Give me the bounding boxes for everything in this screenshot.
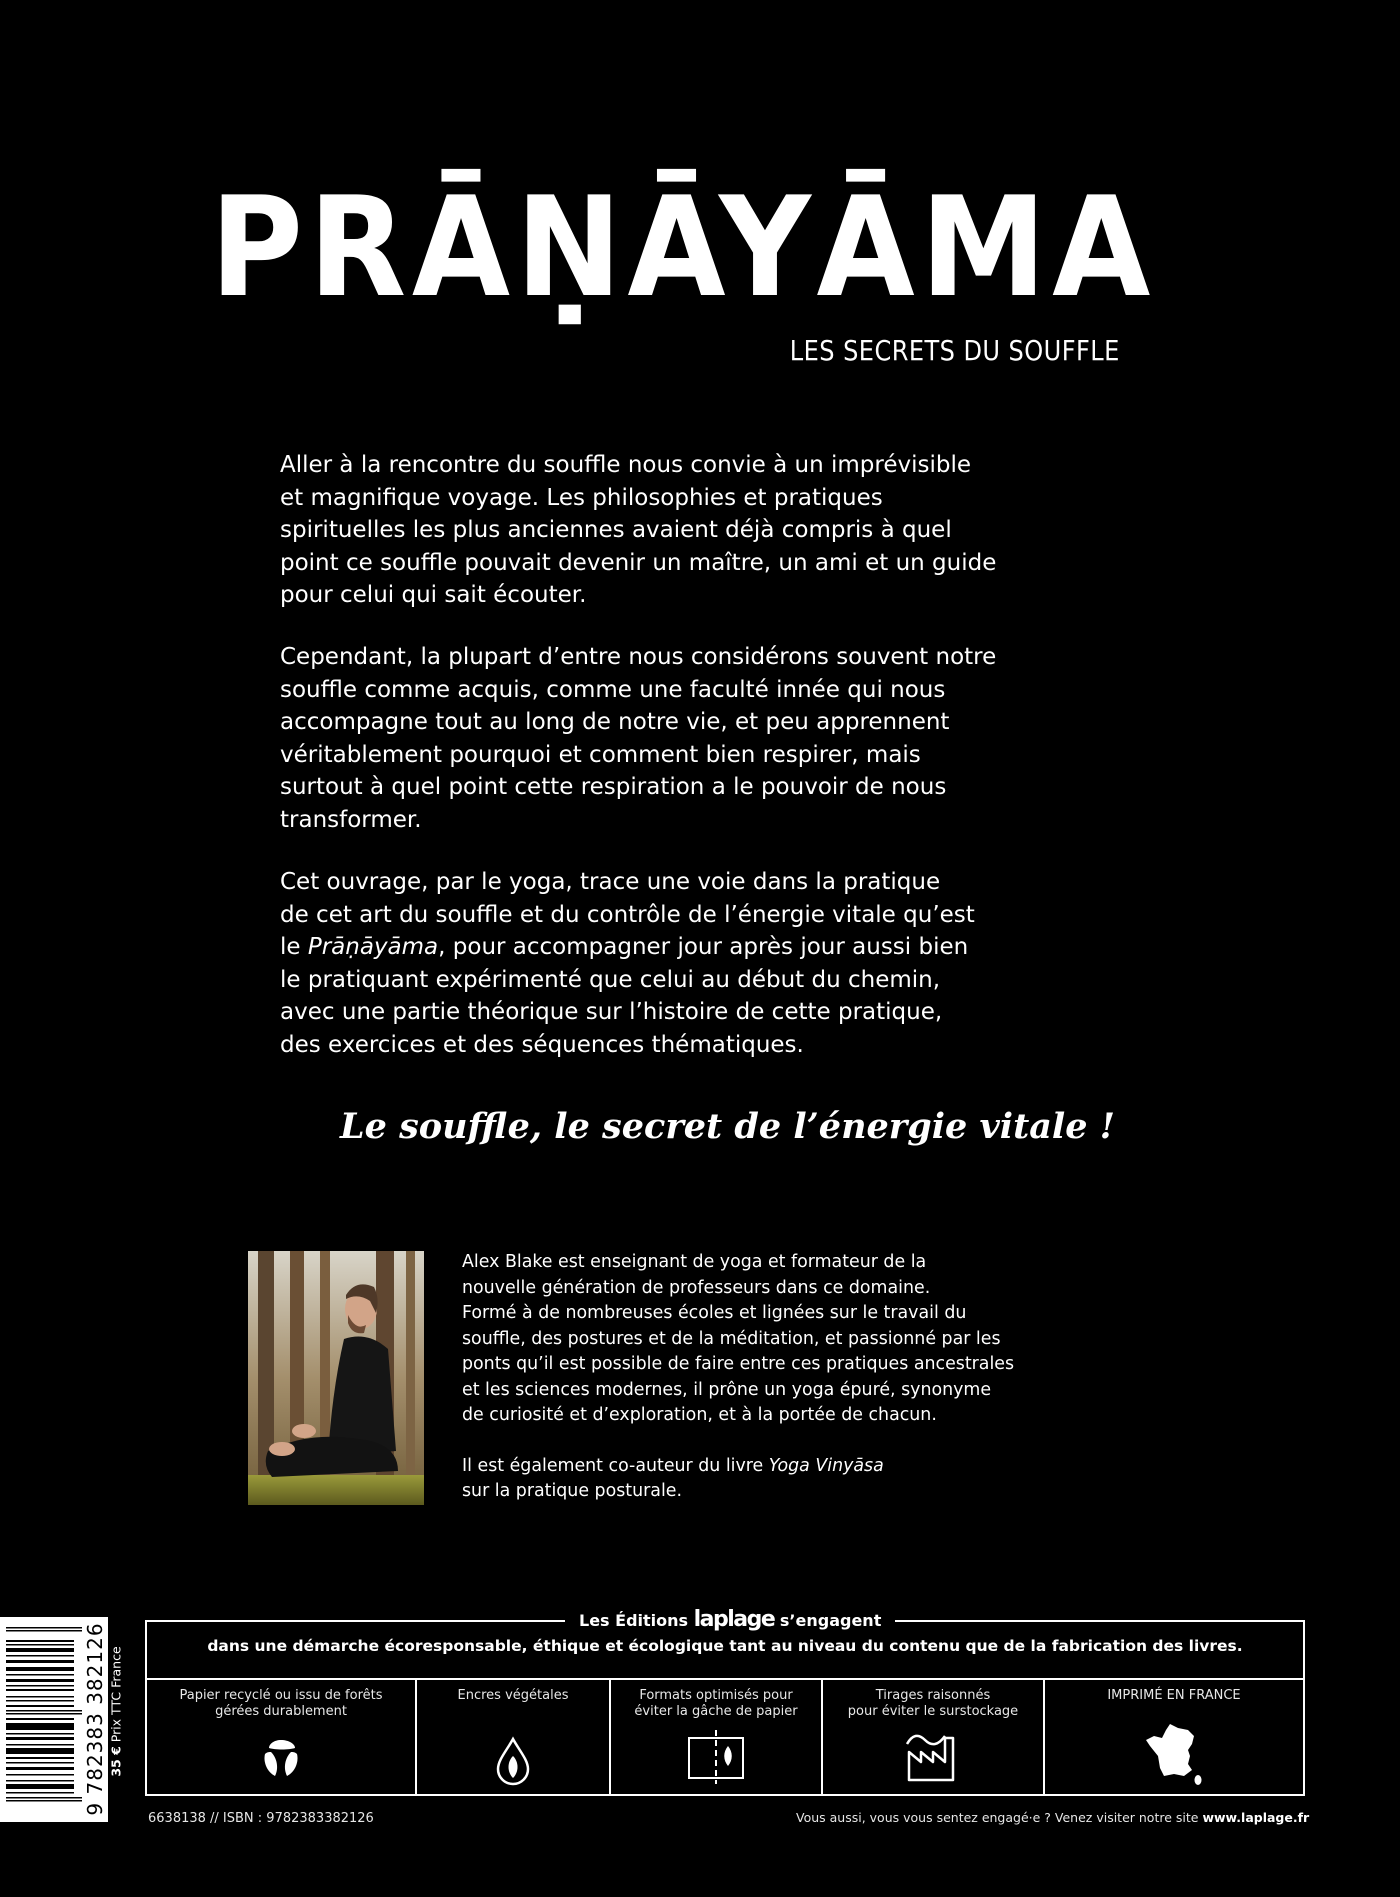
eco-item-vegetable-inks [417,1680,611,1794]
paper-format-icon [686,1730,746,1789]
eco-header [565,1607,895,1634]
eco-header-suffix: s’engagent [779,1611,882,1630]
text-line: accompagne tout au long de notre vie, et peu apprennent [280,709,950,735]
website-callout [796,1810,1310,1825]
book-subtitle: LES SECRETS DU SOUFFLE [789,334,1120,367]
text-line: sur la pratique posturale. [462,1481,683,1501]
text-line: le pratiquant expérimenté que celui au début du chemin, [280,966,941,993]
eco-item-label: Tirages raisonnés pour éviter le surstockage [847,1688,1019,1719]
text-line: surtout à quel point cette respiration a le pouvoir de nous [280,774,947,800]
barcode-bars [6,1617,86,1822]
barcode [0,1617,108,1822]
coauthor-paragraph [462,1454,1102,1505]
eco-item-label: Formats optimisés pour éviter la gâche de papier [634,1688,798,1719]
text-line: nouvelle génération de professeurs dans ce domaine. [462,1277,931,1298]
eco-item-optimized-formats [611,1680,823,1794]
eco-item-label: IMPRIMÉ EN FRANCE [1107,1688,1241,1703]
tagline: Le souffle, le secret de l’énergie vitale ! [340,1106,1116,1147]
text-line: souffle, des postures et de la méditation, et passionné par les [462,1328,1001,1349]
book-title-italic: Yoga Vinyāsa [768,1455,884,1476]
text-line: Aller à la rencontre du souffle nous convie à un imprévisible [280,452,972,478]
text-line: spirituelles les plus anciennes avaient déjà compris à quel [280,517,952,543]
price-text [109,1627,124,1797]
text-line: avec une partie théorique sur l’histoire de cette pratique, [280,999,943,1025]
text-line: souffle comme acquis, comme une faculté innée qui nous [280,676,946,703]
publisher-logo: laplage [693,1607,775,1632]
text-line: et les sciences modernes, il prône un yoga épuré, synonyme [462,1379,992,1400]
france-map-icon [1144,1722,1204,1791]
eco-item-reasoned-print-runs [823,1680,1045,1794]
text-line: véritablement pourquoi et comment bien respirer, mais [280,741,921,768]
text-line [280,931,1080,964]
price-note: Prix TTC France [108,1646,124,1747]
text-line: de curiosité et d’exploration, et à la portée de chacun. [462,1405,937,1425]
ink-drop-leaf-icon [495,1736,531,1791]
text-line: ponts qu’il est possible de faire entre ces pratiques ancestrales [462,1354,1015,1374]
barcode-number: 9 782383 382126 [83,1622,107,1816]
eco-items [147,1680,1303,1794]
text-fragment: , pour accompagner jour après jour aussi bien [438,934,969,960]
text-line: Cet ouvrage, par le yoga, trace une voie dans la pratique [280,869,941,895]
text-fragment: Il est également co-auteur du livre [462,1455,769,1476]
author-bio [462,1250,1102,1505]
eco-item-label: Papier recyclé ou issu de forêts gérées durablement [179,1688,383,1719]
text-fragment: le [280,934,308,960]
website-prompt: Vous aussi, vous vous sentez engagé·e ? Venez visiter notre site [796,1810,1203,1825]
italic-term: Prāṇāyāma [307,934,439,960]
isbn-line: 6638138 // ISBN : 9782383382126 [148,1811,374,1826]
author-photo [248,1251,424,1505]
price-amount: 35 € [108,1746,124,1777]
text-line: des exercices et des séquences thématiques. [280,1031,804,1058]
factory-icon [903,1730,963,1787]
text-line: pour celui qui sait écouter. [280,582,587,608]
book-title: PRĀṆĀYĀMA [210,167,1156,328]
text-line: de cet art du souffle et du contrôle de l’énergie vitale qu’est [280,901,975,928]
text-line: Alex Blake est enseignant de yoga et formateur de la [462,1252,927,1272]
text-line: Cependant, la plupart d’entre nous considérons souvent notre [280,644,997,670]
author-meditating-image [248,1251,424,1505]
blurb-paragraph-3 [280,866,1080,1061]
text-line: point ce souffle pouvait devenir un maître, un ami et un guide [280,549,997,576]
text-line: et magnifique voyage. Les philosophies et pratiques [280,484,883,511]
price-label [103,1630,131,1800]
eco-header-prefix: Les Éditions [579,1611,689,1630]
recycle-leaves-icon [259,1736,303,1785]
bio-paragraph [462,1250,1102,1429]
text-line: Formé à de nombreuses écoles et lignées sur le travail du [462,1303,967,1323]
eco-subheader: dans une démarche écoresponsable, éthique et écologique tant au niveau du contenu que de la fabrication des livres. [207,1637,1243,1655]
blurb-paragraph-2 [280,641,1080,836]
website-link[interactable]: www.laplage.fr [1202,1810,1310,1825]
eco-item-label: Encres végétales [457,1688,569,1703]
eco-item-recycled-paper [147,1680,417,1794]
blurb-paragraph-1 [280,449,1080,612]
text-line: transformer. [280,806,422,833]
eco-item-printed-in-france [1045,1680,1303,1794]
